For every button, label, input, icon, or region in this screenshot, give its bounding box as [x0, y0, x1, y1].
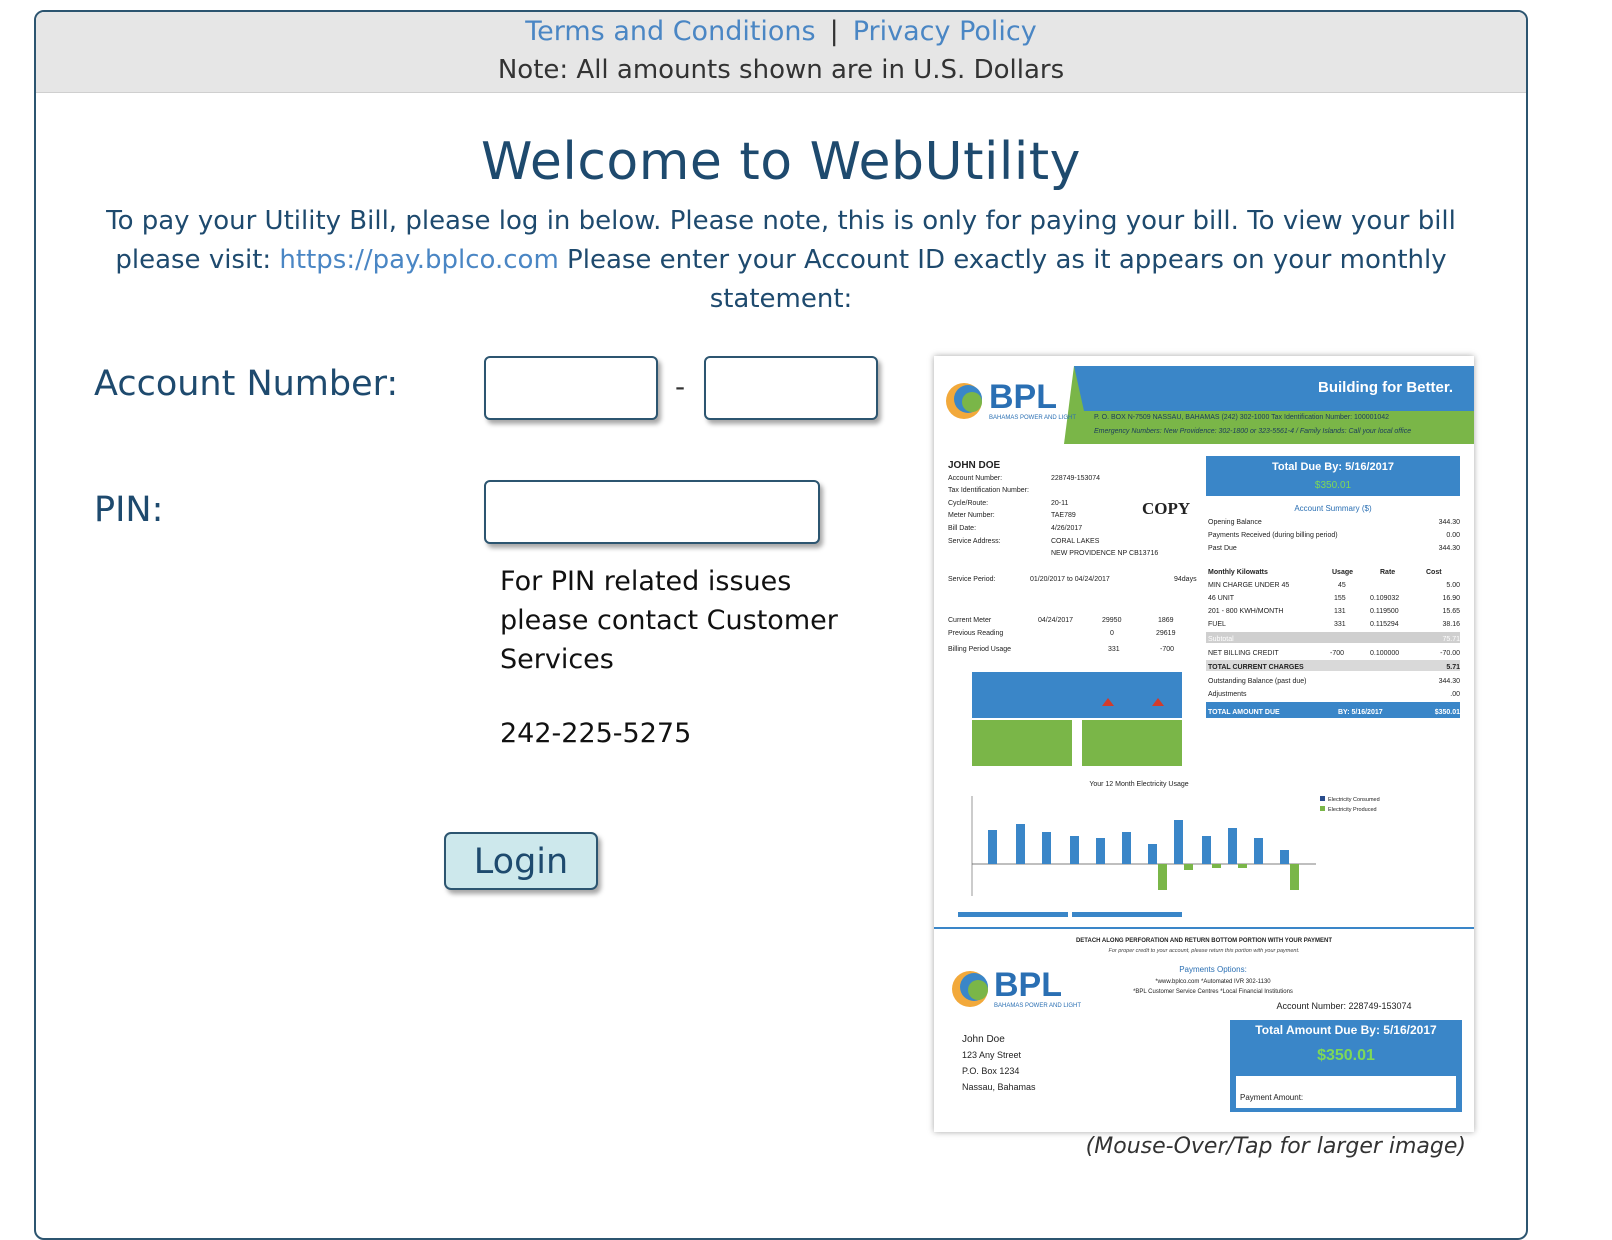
top-links-bar [36, 12, 1526, 93]
svg-text:BAHAMAS POWER AND LIGHT: BAHAMAS POWER AND LIGHT [994, 1003, 1082, 1009]
bpl-logo-icon [946, 383, 982, 419]
svg-text:Monthly Kilowatts: Monthly Kilowatts [1208, 569, 1268, 576]
intro-text-before: To pay your Utility Bill, please log in below. Please note, this is only for paying your bill. To view your bill please visit: [106, 206, 1456, 275]
svg-text:131: 131 [1334, 608, 1346, 615]
svg-text:Adjustments: Adjustments [1208, 691, 1247, 698]
svg-text:Outstanding Balance (past due): Outstanding Balance (past due) [1208, 678, 1307, 685]
pin-input[interactable] [484, 480, 820, 544]
svg-text:*BPL Customer Service Centres: *BPL Customer Service Centres *Local Financial Institutions [1133, 989, 1293, 995]
svg-text:$350.01: $350.01 [1434, 709, 1460, 716]
intro-text-after: Please enter your Account ID exactly as it appears on your monthly statement: [567, 245, 1447, 314]
svg-text:4/26/2017: 4/26/2017 [1051, 525, 1083, 532]
svg-text:NET BILLING CREDIT: NET BILLING CREDIT [1208, 650, 1279, 657]
svg-text:Cycle/Route:: Cycle/Route: [948, 500, 989, 507]
svg-text:228749-153074: 228749-153074 [1051, 475, 1101, 482]
svg-text:-70.00: -70.00 [1440, 650, 1460, 657]
svg-text:75.71: 75.71 [1442, 636, 1460, 643]
account-number-part1-input[interactable] [484, 356, 658, 420]
svg-text:Opening Balance: Opening Balance [1208, 519, 1262, 526]
svg-text:Account Summary ($): Account Summary ($) [1294, 504, 1372, 513]
customer-service-phone: 242-225-5275 [500, 718, 692, 749]
svg-text:5.71: 5.71 [1446, 664, 1460, 671]
svg-text:Payment Amount:: Payment Amount: [1240, 1093, 1304, 1102]
svg-text:Service Address:: Service Address: [948, 538, 1001, 545]
svg-text:FUEL: FUEL [1208, 621, 1226, 628]
svg-text:Previous Reading: Previous Reading [948, 630, 1004, 637]
svg-text:01/20/2017 to 04/24/2017: 01/20/2017 to 04/24/2017 [1030, 576, 1110, 583]
svg-text:*www.bplco.com *Automated IVR: *www.bplco.com *Automated IVR 302-1130 [1155, 979, 1271, 985]
svg-text:0.100000: 0.100000 [1370, 650, 1400, 657]
terms-link[interactable]: Terms and Conditions [525, 16, 816, 47]
svg-text:5.00: 5.00 [1446, 582, 1460, 589]
svg-text:Account Number: 228749-153074: Account Number: 228749-153074 [1276, 1001, 1412, 1011]
svg-text:344.30: 344.30 [1438, 678, 1460, 685]
svg-text:Building for Better.: Building for Better. [1318, 379, 1453, 396]
bpl-stub-logo-icon [952, 971, 988, 1007]
bill-image-caption: (Mouse-Over/Tap for larger image) [1085, 1134, 1466, 1159]
svg-text:TOTAL AMOUNT DUE: TOTAL AMOUNT DUE [1208, 709, 1280, 716]
svg-text:JOHN DOE: JOHN DOE [948, 460, 1001, 471]
svg-text:BY: 5/16/2017: BY: 5/16/2017 [1338, 709, 1383, 716]
svg-text:Cost: Cost [1426, 569, 1442, 576]
intro-text [88, 202, 1474, 319]
svg-text:Payments Options:: Payments Options: [1179, 965, 1247, 974]
svg-text:46 UNIT: 46 UNIT [1208, 595, 1235, 602]
svg-text:20-11: 20-11 [1051, 500, 1069, 507]
svg-text:94days: 94days [1174, 576, 1197, 583]
svg-text:Payments Received (during bill: Payments Received (during billing period) [1208, 532, 1338, 539]
svg-text:Total Amount Due By: 5/16/2017: Total Amount Due By: 5/16/2017 [1255, 1023, 1437, 1037]
svg-text:TAE789: TAE789 [1051, 512, 1076, 519]
svg-text:201 - 800 KWH/MONTH: 201 - 800 KWH/MONTH [1208, 608, 1284, 615]
svg-text:155: 155 [1334, 595, 1346, 602]
svg-text:Your 12 Month Electricity Usag: Your 12 Month Electricity Usage [1089, 781, 1189, 788]
svg-text:Rate: Rate [1380, 569, 1396, 576]
svg-text:0.00: 0.00 [1446, 532, 1460, 539]
svg-text:344.30: 344.30 [1438, 545, 1460, 552]
svg-text:Tax Identification Number:: Tax Identification Number: [948, 487, 1029, 494]
svg-text:331: 331 [1108, 646, 1120, 653]
svg-text:Emergency Numbers: New Provide: Emergency Numbers: New Providence: 302-1800 or 323-5561-4 / Family Islands: Call your local office [1094, 428, 1412, 435]
svg-text:CORAL LAKES: CORAL LAKES [1051, 538, 1100, 545]
svg-text:MIN CHARGE UNDER 45: MIN CHARGE UNDER 45 [1208, 582, 1290, 589]
svg-text:Billing Period Usage: Billing Period Usage [948, 646, 1012, 653]
svg-text:29619: 29619 [1156, 630, 1176, 637]
svg-text:0.115294: 0.115294 [1370, 621, 1399, 628]
view-bill-link[interactable]: https://pay.bplco.com [279, 245, 559, 275]
svg-text:P. O. BOX N-7509 NASSAU, B: P. O. BOX N-7509 NASSAU, BAHAMAS (242) 302-1000 Tax Identification Number: 100001042 [1094, 414, 1390, 421]
svg-text:P.O. Box 1234: P.O. Box 1234 [962, 1066, 1020, 1076]
svg-text:TOTAL CURRENT CHARGES: TOTAL CURRENT CHARGES [1208, 664, 1304, 671]
currency-note: Note: All amounts shown are in U.S. Dollars [497, 55, 1065, 85]
svg-text:Usage: Usage [1332, 569, 1354, 576]
svg-text:BAHAMAS POWER AND LIGHT: BAHAMAS POWER AND LIGHT [989, 415, 1077, 421]
main-frame [34, 10, 1528, 1240]
svg-text:Electricity Consumed: Electricity Consumed [1328, 797, 1380, 803]
svg-text:Past Due: Past Due [1208, 545, 1237, 552]
account-number-label: Account Number: [94, 364, 399, 404]
pin-label: PIN: [94, 490, 164, 530]
svg-text:Subtotal: Subtotal [1208, 636, 1234, 643]
svg-text:123 Any Street: 123 Any Street [962, 1050, 1022, 1060]
sample-bill-image[interactable] [934, 356, 1474, 1132]
svg-text:38.16: 38.16 [1442, 621, 1460, 628]
svg-text:For proper credit to your acco: For proper credit to your account, please return this portion with your payment. [1108, 948, 1300, 954]
svg-text:BPL: BPL [989, 378, 1057, 416]
sample-bill-graphic [934, 356, 1474, 1132]
svg-text:Current Meter: Current Meter [948, 617, 992, 624]
svg-text:Service Period:: Service Period: [948, 576, 996, 583]
svg-text:-700: -700 [1330, 650, 1345, 657]
svg-text:04/24/2017: 04/24/2017 [1038, 617, 1074, 624]
svg-text:DETACH ALONG PERFORATION AND R: DETACH ALONG PERFORATION AND RETURN BOTTOM PORTION WITH YOUR PAYMENT [1075, 938, 1333, 944]
svg-text:.00: .00 [1450, 691, 1460, 698]
pin-help-text: For PIN related issues please contact Customer Services [500, 566, 838, 675]
svg-text:0.109032: 0.109032 [1370, 595, 1400, 602]
link-separator: | [829, 16, 839, 47]
svg-text:$350.01: $350.01 [1317, 1047, 1375, 1064]
svg-text:COPY: COPY [1142, 499, 1191, 518]
svg-text:16.90: 16.90 [1442, 595, 1460, 602]
svg-text:John Doe: John Doe [962, 1034, 1005, 1045]
svg-text:BPL: BPL [994, 966, 1062, 1004]
svg-text:Total Due By: 5/16/2017: Total Due By: 5/16/2017 [1271, 461, 1395, 473]
svg-text:Meter Number:: Meter Number: [948, 512, 995, 519]
svg-text:NEW PROVIDENCE NP CB13716: NEW PROVIDENCE NP CB13716 [1051, 550, 1159, 557]
svg-text:0: 0 [1110, 630, 1114, 637]
svg-text:Bill Date:: Bill Date: [948, 525, 977, 532]
svg-text:29950: 29950 [1102, 617, 1122, 624]
svg-text:15.65: 15.65 [1442, 608, 1460, 615]
svg-text:344.30: 344.30 [1438, 519, 1460, 526]
svg-text:-700: -700 [1160, 646, 1175, 653]
svg-text:45: 45 [1338, 582, 1346, 589]
account-number-dash: - [675, 370, 686, 403]
svg-text:1869: 1869 [1158, 617, 1174, 624]
account-number-part2-input[interactable] [704, 356, 878, 420]
privacy-link[interactable]: Privacy Policy [852, 16, 1037, 47]
svg-text:Electricity Produced: Electricity Produced [1328, 807, 1377, 813]
svg-text:Account Number:: Account Number: [948, 475, 1003, 482]
page-title: Welcome to WebUtility [481, 132, 1081, 192]
svg-text:Nassau, Bahamas: Nassau, Bahamas [962, 1082, 1036, 1092]
svg-text:331: 331 [1334, 621, 1346, 628]
svg-text:0.119500: 0.119500 [1370, 608, 1399, 615]
svg-text:$350.01: $350.01 [1314, 480, 1352, 491]
login-button[interactable]: Login [444, 832, 598, 890]
